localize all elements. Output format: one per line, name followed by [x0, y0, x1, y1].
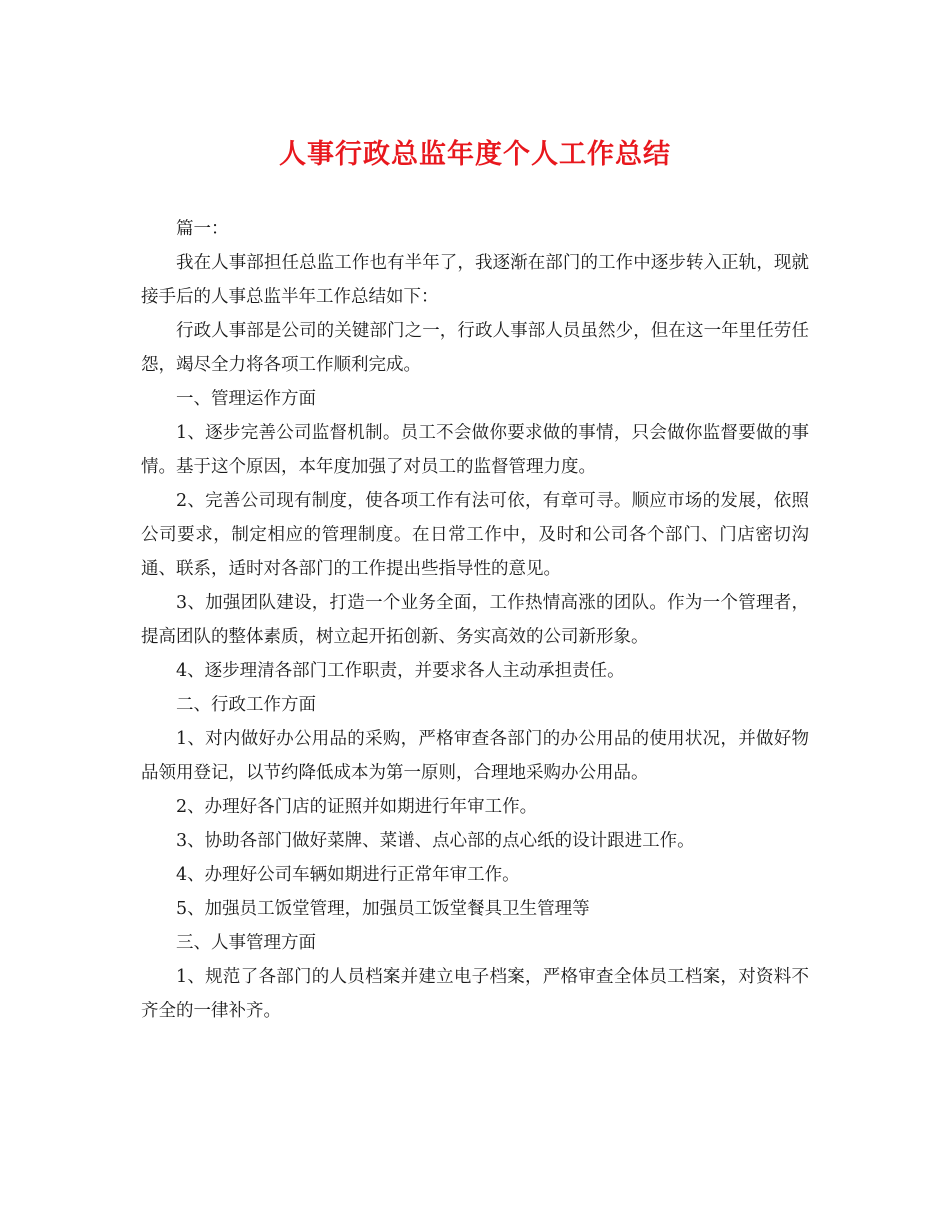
document-body: [141, 212, 809, 1028]
paragraph: 行政人事部是公司的关键部门之一，行政人事部人员虽然少，但在这一年里任劳任怨，竭尽全力将各项工作顺利完成。: [141, 321, 809, 375]
section-heading: 一、管理运作方面: [176, 389, 316, 409]
paragraph: 1、逐步完善公司监督机制。员工不会做你要求做的事情，只会做你监督要做的事情。基于这个原因，本年度加强了对员工的监督管理力度。: [141, 423, 809, 477]
paragraph: 3、加强团队建设，打造一个业务全面，工作热情高涨的团队。作为一个管理者，提高团队的整体素质，树立起开拓创新、务实高效的公司新形象。: [141, 593, 809, 647]
section-heading: 三、人事管理方面: [176, 933, 316, 953]
paragraph: 4、逐步理清各部门工作职责，并要求各人主动承担责任。: [176, 661, 625, 681]
paragraph: 篇一：: [176, 219, 229, 239]
paragraph: 我在人事部担任总监工作也有半年了，我逐渐在部门的工作中逐步转入正轨，现就接手后的人事总监半年工作总结如下：: [141, 253, 809, 307]
paragraph: 1、对内做好办公用品的采购，严格审查各部门的办公用品的使用状况，并做好物品领用登记，以节约降低成本为第一原则，合理地采购办公用品。: [141, 729, 809, 783]
paragraph: 3、协助各部门做好菜牌、菜谱、点心部的点心纸的设计跟进工作。: [176, 831, 695, 851]
paragraph: 2、完善公司现有制度，使各项工作有法可依，有章可寻。顺应市场的发展，依照公司要求，制定相应的管理制度。在日常工作中，及时和公司各个部门、门店密切沟通、联系，适时对各部门的工作提出些指导性的意见。: [141, 491, 809, 579]
paragraph: 4、办理好公司车辆如期进行正常年审工作。: [176, 865, 520, 885]
document-title: 人事行政总监年度个人工作总结: [279, 139, 671, 170]
section-heading: 二、行政工作方面: [176, 695, 316, 715]
paragraph: 5、加强员工饭堂管理，加强员工饭堂餐具卫生管理等: [176, 899, 590, 919]
paragraph: 1、规范了各部门的人员档案并建立电子档案，严格审查全体员工档案，对资料不齐全的一律补齐。: [141, 967, 809, 1021]
paragraph: 2、办理好各门店的证照并如期进行年审工作。: [176, 797, 538, 817]
